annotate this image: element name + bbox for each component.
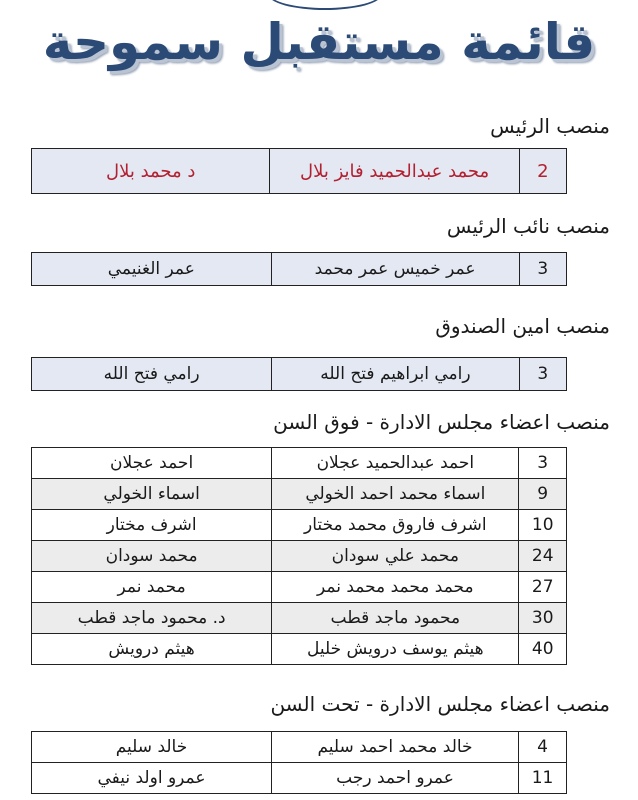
table-row: [32, 541, 567, 572]
candidate-short-name: محمد سودان: [32, 541, 272, 572]
table-row: [32, 448, 567, 479]
section-title-board-under-age: منصب اعضاء مجلس الادارة - تحت السن: [270, 692, 610, 716]
club-logo: [268, 0, 382, 10]
table-row: [32, 572, 567, 603]
table-row: [32, 510, 567, 541]
president-table: [31, 148, 567, 194]
section-title-treasurer: منصب امين الصندوق: [435, 314, 610, 338]
candidate-full-name: محمود ماجد قطب: [272, 603, 519, 634]
candidate-short-name: اشرف مختار: [32, 510, 272, 541]
candidate-short-name: د. محمود ماجد قطب: [32, 603, 272, 634]
candidate-number: 9: [519, 479, 567, 510]
table-row: [32, 732, 567, 763]
board-under-age-table: [31, 731, 567, 794]
candidate-number: 2: [519, 149, 566, 194]
candidate-full-name: محمد عبدالحميد فايز بلال: [270, 149, 519, 194]
candidate-short-name: هيثم درويش: [32, 634, 272, 665]
table-row: [32, 149, 567, 194]
table-row: [32, 479, 567, 510]
candidate-short-name: احمد عجلان: [32, 448, 272, 479]
treasurer-table: [31, 357, 567, 391]
table-row: [32, 603, 567, 634]
candidate-full-name: هيثم يوسف درويش خليل: [272, 634, 519, 665]
candidate-short-name: رامي فتح الله: [32, 358, 272, 391]
candidate-number: 24: [519, 541, 567, 572]
candidate-number: 4: [519, 732, 567, 763]
page-title: قائمة مستقبل سموحة: [42, 13, 596, 71]
board-over-age-table: [31, 447, 567, 665]
candidate-full-name: رامي ابراهيم فتح الله: [272, 358, 519, 391]
section-title-president: منصب الرئيس: [490, 114, 610, 138]
candidate-short-name: عمر الغنيمي: [32, 253, 272, 286]
candidate-full-name: اشرف فاروق محمد مختار: [272, 510, 519, 541]
candidate-short-name: عمرو اولد نيفي: [32, 763, 272, 794]
candidate-short-name: خالد سليم: [32, 732, 272, 763]
section-title-vice-president: منصب نائب الرئيس: [446, 214, 610, 238]
table-row: [32, 253, 567, 286]
candidate-full-name: اسماء محمد احمد الخولي: [272, 479, 519, 510]
candidate-short-name: اسماء الخولي: [32, 479, 272, 510]
candidate-short-name: د محمد بلال: [32, 149, 270, 194]
candidate-number: 3: [519, 448, 567, 479]
candidate-number: 30: [519, 603, 567, 634]
candidate-full-name: خالد محمد احمد سليم: [272, 732, 519, 763]
table-row: [32, 634, 567, 665]
candidate-number: 10: [519, 510, 567, 541]
table-row: [32, 763, 567, 794]
candidate-number: 3: [519, 253, 566, 286]
vice-president-table: [31, 252, 567, 286]
candidate-full-name: محمد علي سودان: [272, 541, 519, 572]
candidate-full-name: احمد عبدالحميد عجلان: [272, 448, 519, 479]
section-title-board-over-age: منصب اعضاء مجلس الادارة - فوق السن: [273, 410, 610, 434]
candidate-number: 3: [519, 358, 566, 391]
candidate-full-name: محمد محمد محمد نمر: [272, 572, 519, 603]
candidate-number: 40: [519, 634, 567, 665]
candidate-full-name: عمرو احمد رجب: [272, 763, 519, 794]
candidate-number: 27: [519, 572, 567, 603]
candidate-short-name: محمد نمر: [32, 572, 272, 603]
table-row: [32, 358, 567, 391]
candidate-number: 11: [519, 763, 567, 794]
candidate-full-name: عمر خميس عمر محمد: [271, 253, 519, 286]
